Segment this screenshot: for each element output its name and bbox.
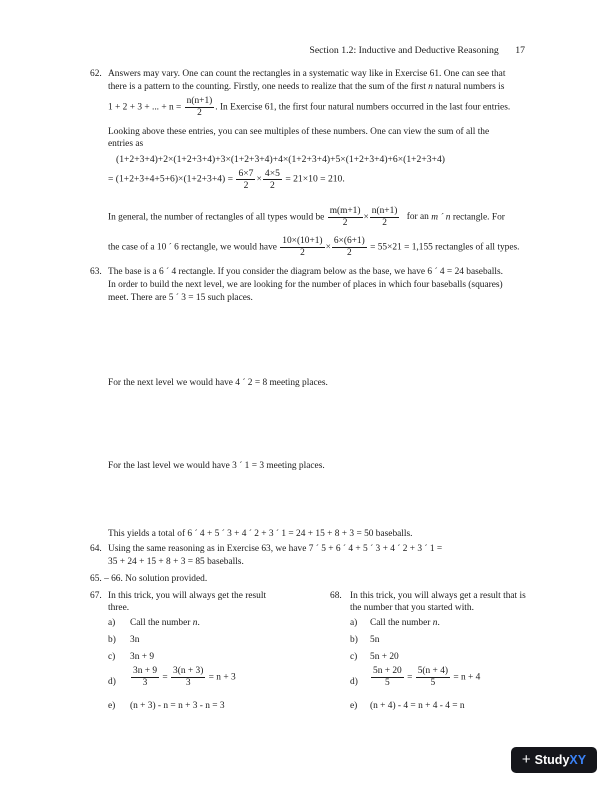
problem-62-sum-formula: 1 + 2 + 3 + ... + n = $\frac{n(n+1)}{2}$ . In Exercise 61, the first four natural numbers occurred in the last four entries.: [108, 96, 511, 118]
problem-67-e: (n + 3) - n = n + 3 - n = 3: [130, 701, 225, 711]
plus-icon: +: [521, 750, 531, 768]
problem-68-line-1: In this trick, you will always get a result that is: [350, 591, 526, 601]
problem-67-e-label: e): [108, 701, 116, 711]
problem-68-b-label: b): [350, 635, 358, 645]
problem-67-line-2: three.: [108, 603, 130, 613]
problem-67-b-label: b): [108, 635, 116, 645]
problem-67-d: $\frac{3n + 9}{3}$ = $\frac{3(n + 3)}{3}$ = n + 3: [133, 666, 236, 688]
problem-68-d-label: d): [350, 677, 358, 687]
problem-64-line-1: Using the same reasoning as in Exercise 63, we have 7 ´ 5 + 6 ´ 4 + 5 ´ 3 + 4 ´ 2 + 3 ´ 1 =: [108, 544, 443, 554]
problem-62-equation-1: (1+2+3+4)+2×(1+2+3+4)+3×(1+2+3+4)+4×(1+2+3+4)+5×(1+2+3+4)+6×(1+2+3+4): [116, 154, 445, 165]
studyxy-logo[interactable]: [511, 747, 597, 773]
problem-67-a-label: a): [108, 618, 116, 628]
problem-64-line-2: 35 + 24 + 15 + 8 + 3 = 85 baseballs.: [108, 557, 244, 567]
problem-67-d-label: d): [108, 677, 116, 687]
page-header: [309, 44, 525, 57]
problem-68-a: Call the number n.: [370, 618, 440, 628]
problem-68-c: 5n + 20: [370, 652, 399, 662]
problem-67-c-label: c): [108, 652, 116, 662]
problem-62-equation-2: = (1+2+3+4+5+6)×(1+2+3+4) = $\frac{6\times 7}{2}$ × $\frac{4\times 5}{2}$ = 21×10 = 210.: [108, 168, 345, 192]
problem-62-line-5: entries as: [108, 139, 144, 149]
problem-63-number: 63.: [90, 267, 102, 277]
problem-62-case: the case of a 10 ´ 6 rectangle, we would have $\frac{10\times(10+1)}{2}$ × $\frac{6\times(6+1)}{2}$ = 55×21 = 1,155 rectangles of all types.: [108, 236, 520, 258]
problem-63-line-1: The base is a 6 ´ 4 rectangle. If you consider the diagram below as the base, we have 6 ´ 4 = 24 baseballs.: [108, 267, 503, 277]
problem-67-number: 67.: [90, 591, 102, 601]
problem-62-number: 62.: [90, 69, 102, 79]
problem-63-line-3: meet. There are 5 ´ 3 = 15 such places.: [108, 293, 253, 303]
page-number: 17: [515, 45, 525, 56]
section-title: Section 1.2: Inductive and Deductive Reasoning: [309, 45, 499, 56]
problem-68-c-label: c): [350, 652, 358, 662]
problem-64-number: 64.: [90, 544, 102, 554]
logo-study-text: Study: [534, 752, 570, 767]
problem-68-number: 68.: [330, 591, 342, 601]
problem-67-c: 3n + 9: [130, 652, 155, 662]
problem-63-line-2: In order to build the next level, we are looking for the number of places in which four baseballs (squares): [108, 280, 503, 290]
problem-67-line-1: In this trick, you will always get the result: [108, 591, 267, 601]
problem-63-next-level: For the next level we would have 4 ´ 2 = 8 meeting places.: [108, 378, 328, 388]
problem-68-a-label: a): [350, 618, 358, 628]
problem-62-line-4: Looking above these entries, you can see multiples of these numbers. One can view the sum of all the: [108, 127, 490, 137]
problem-68-line-2: the number that you started with.: [350, 603, 474, 613]
problem-62-general: In general, the number of rectangles of all types would be $\frac{m(m+1)}{2}$ × $\frac{n(n+1)}{2}$ for an m ´ n rectangle. For: [108, 206, 505, 228]
logo-xy-text: XY: [569, 752, 587, 767]
problem-68-e: (n + 4) - 4 = n + 4 - 4 = n: [370, 701, 465, 711]
problem-67-b: 3n: [130, 635, 140, 645]
problem-65-66: 65. – 66. No solution provided.: [90, 574, 208, 584]
problem-63-last-level: For the last level we would have 3 ´ 1 = 3 meeting places.: [108, 461, 325, 471]
problem-67-a: Call the number n.: [130, 618, 200, 628]
problem-63-total: This yields a total of 6 ´ 4 + 5 ´ 3 + 4 ´ 2 + 3 ´ 1 = 24 + 15 + 8 + 3 = 50 baseballs.: [108, 529, 413, 539]
problem-62-line-1: Answers may vary. One can count the rectangles in a systematic way like in Exercise 61. One can see that: [108, 69, 506, 79]
problem-68-b: 5n: [370, 635, 380, 645]
problem-62-line-2: there is a pattern to the counting. Firstly, one needs to realize that the sum of the first n natural numbers is: [108, 82, 505, 92]
problem-68-d: $\frac{5n + 20}{5}$ = $\frac{5(n + 4)}{5}$ = n + 4: [373, 666, 481, 688]
problem-68-e-label: e): [350, 701, 358, 711]
